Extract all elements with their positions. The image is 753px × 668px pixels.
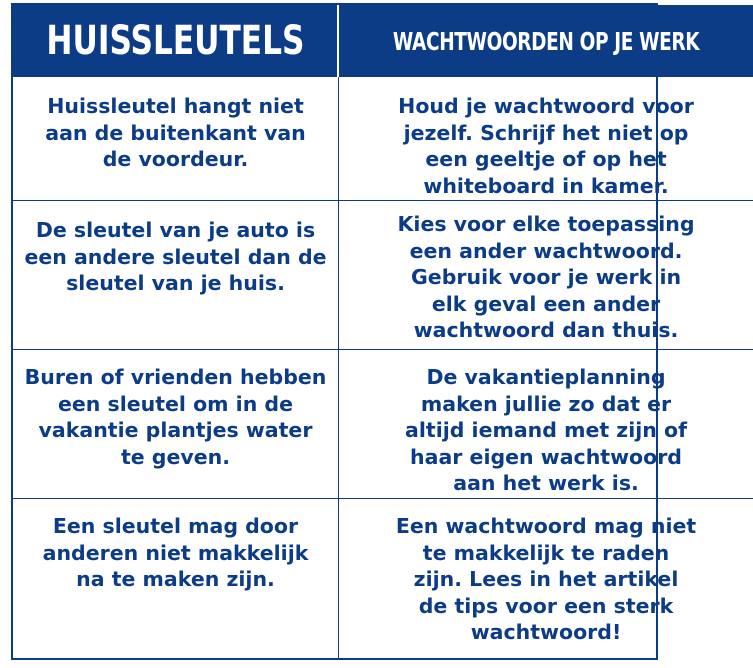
table-cell-password-4 xyxy=(339,498,753,658)
table-cell-password-1 xyxy=(339,77,753,200)
header-left-label: HUISSLEUTELS xyxy=(45,18,305,64)
cell-text: De vakantieplanning maken jullie zo dat er altijd iemand met zijn of haar eigen wachtwoord aan het werk is. xyxy=(405,365,688,495)
comparison-table xyxy=(11,3,700,660)
cell-text: Kies voor elke toepassing een ander wachtwoord. Gebruik voor je werk in elk geval een ander wachtwoord dan thuis. xyxy=(397,212,695,342)
table-cell-key-3 xyxy=(13,349,339,498)
cell-text: Huissleutel hangt niet aan de buitenkant van de voordeur. xyxy=(45,94,306,171)
table-cell-key-4 xyxy=(13,498,339,658)
table-cell-key-2 xyxy=(13,200,339,349)
table-cell-password-2 xyxy=(339,200,753,349)
header-huissleutels xyxy=(13,5,339,77)
table-cell-key-1 xyxy=(13,77,339,200)
cell-text: De sleutel van je auto is een andere sleutel dan de sleutel van je huis. xyxy=(24,218,327,295)
header-wachtwoorden xyxy=(339,5,753,77)
cell-text: Buren of vrienden hebben een sleutel om in de vakantie plantjes water te geven. xyxy=(24,365,327,469)
cell-text: Houd je wachtwoord voor jezelf. Schrijf het niet op een geeltje of op het whiteboard in kamer. xyxy=(398,94,694,198)
cell-text: Een wachtwoord mag niet te makkelijk te raden zijn. Lees in het artikel de tips voor een sterk wachtwoord! xyxy=(395,514,697,644)
header-right-label: WACHTWOORDEN OP JE WERK xyxy=(392,26,700,56)
table-cell-password-3 xyxy=(339,349,753,498)
cell-text: Een sleutel mag door anderen niet makkelijk na te maken zijn. xyxy=(42,514,309,591)
